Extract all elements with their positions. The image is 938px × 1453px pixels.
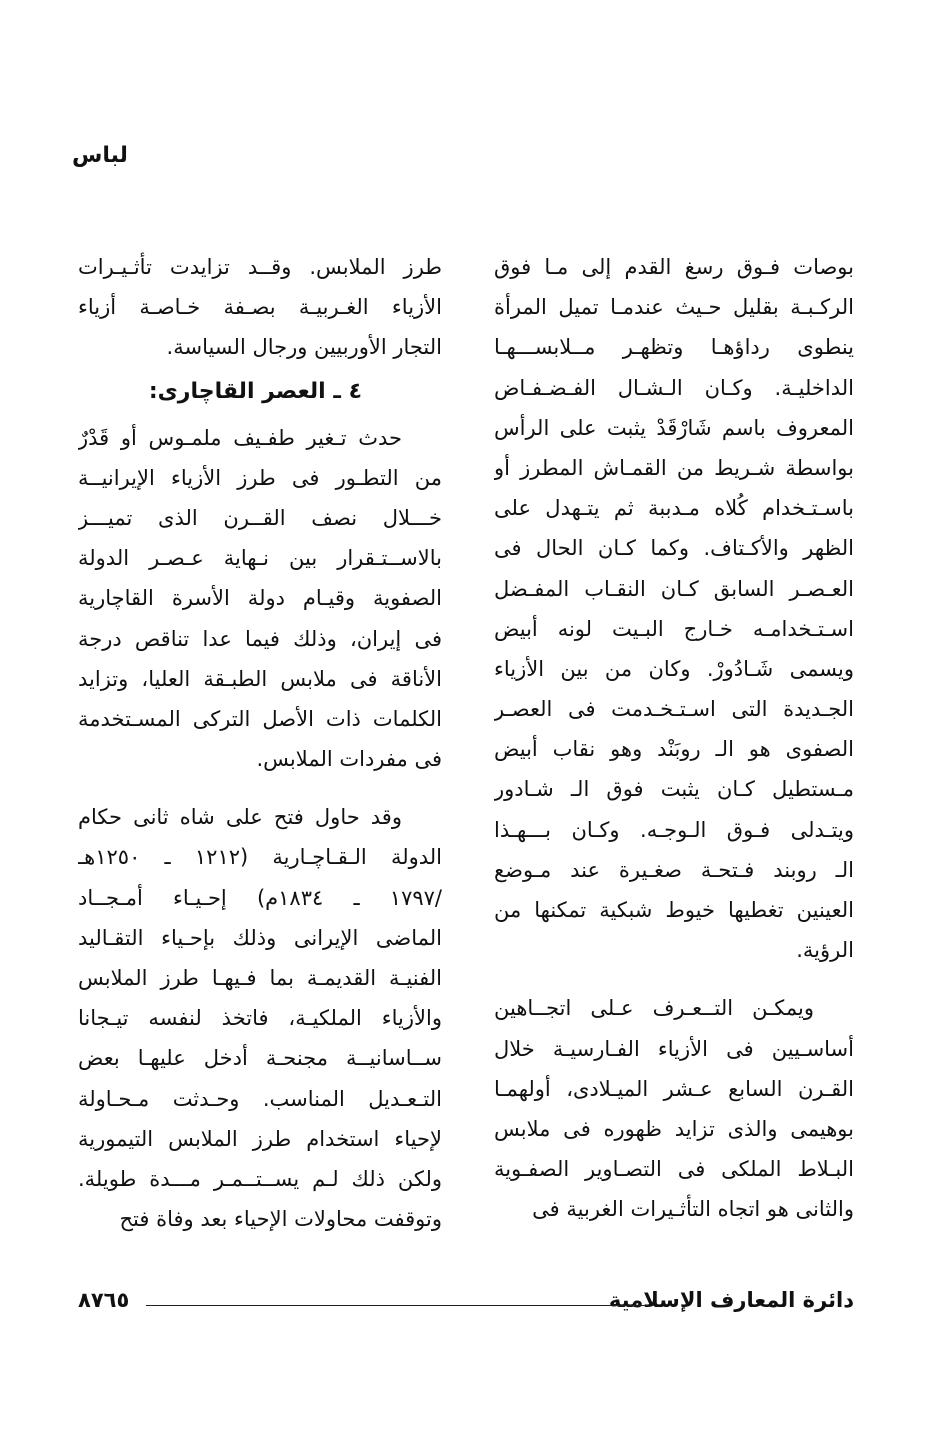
text-line: التجار الأوربيين ورجال السياسة. xyxy=(166,335,442,360)
text-line: ســاسانيــة مجنحـة أدخل عليهـا بعض xyxy=(78,1046,442,1071)
text-line: الـ روبند فـتحـة صغـيرة عند مـوضع xyxy=(494,857,854,882)
text-line: ولكن ذلك لـم يســتــمـر مـــدة طويلة. xyxy=(78,1166,442,1191)
text-line: طرز الملابس. وقــد تزايدت تأثـيـرات xyxy=(78,255,442,279)
paragraph-gap xyxy=(78,779,442,797)
right-column xyxy=(494,247,854,1230)
text-line: /١٧٩٧ ـ ١٨٣٤م) إحـيـاء أمـجــاد xyxy=(78,885,442,910)
paragraph-gap xyxy=(494,970,854,988)
text-line: القـرن السابع عـشر الميـلادى، أولهمـا xyxy=(494,1076,854,1101)
text-line: الجـديدة التى اسـتـخـدمت فى العصـر xyxy=(494,697,854,722)
text-line: الرؤية. xyxy=(796,938,854,963)
text-line: بواسطة شـريط من القمـاش المطرز أو xyxy=(494,455,854,480)
text-line: الركـبـة بقليل حـيث عندمـا تميل المرأة xyxy=(494,295,854,320)
text-line: ويسمى شَـادُورْ. وكان من بين الأزياء xyxy=(494,656,854,681)
text-line: بالاســتـقرار بين نـهاية عـصـر الدولة xyxy=(78,546,442,571)
text-line: من التطـور فى طرز الأزياء الإيرانيــة xyxy=(78,465,442,490)
page-footer xyxy=(78,1288,878,1324)
text-line: الصفوية وقيـام دولة الأسرة القاچارية xyxy=(78,586,442,611)
text-line: باسـتـخدام كُلاه مـدببة ثم يتـهدل على xyxy=(494,496,854,521)
text-line: البـلاط الملكى فى التصـاوير الصفـوية xyxy=(494,1157,854,1182)
text-line: بوهيمى والذى تزايد ظهوره فى ملابس xyxy=(494,1116,854,1141)
text-line: الأزياء الغـربيـة بصـفة خـاصـة أزياء xyxy=(78,295,442,320)
text-line: التـعـديل المناسب. وحـدثت مـحـاولة xyxy=(78,1086,442,1111)
text-line: لإحياء استخدام طرز الملابس التيمورية xyxy=(78,1126,442,1151)
text-line: خـــلال نصف القــرن الذى تميـــز xyxy=(78,505,442,530)
text-line: أساسـيين فى الأزياء الفـارسيـة خلال xyxy=(494,1036,854,1061)
text-line: ويمكـن التــعـرف عـلى اتجــاهين xyxy=(494,996,814,1021)
text-line: المعروف باسم شَارْقَدْ يثبت على الرأس xyxy=(494,415,854,440)
text-line: الدولة الـقـاچـارية (١٢١٢ ـ ١٢٥٠هـ xyxy=(78,845,442,870)
text-line: الداخليـة. وكـان الـشـال الفـضـفـاض xyxy=(494,375,854,400)
text-line: ويتـدلى فـوق الـوجـه. وكـان بـــهـذا xyxy=(494,817,854,842)
text-line: الظهر والأكـتاف. وكما كـان الحال فى xyxy=(494,536,854,561)
running-head: لباس xyxy=(72,143,128,168)
text-line: ينطوى رداؤهـا وتظهـر مــلابســـهـا xyxy=(494,335,854,360)
text-line: والثانى هو اتجاه التأثـيرات الغربية فى xyxy=(532,1197,854,1222)
text-line: الكلمات ذات الأصل التركى المسـتخدمة xyxy=(78,706,442,731)
text-line: اسـتـخدامـه خـارج البـيت لونه أبيض xyxy=(494,616,854,641)
text-line: الصفوى هو الـ روبَنْد وهو نقاب أبيض xyxy=(494,737,854,762)
text-line: العينين تغطيها خيوط شبكية تمكنها من xyxy=(494,898,854,922)
text-line: العـصـر السابق كـان النقـاب المفـضل xyxy=(494,576,854,601)
text-line: بوصات فـوق رسغ القدم إلى مـا فوق xyxy=(494,255,854,279)
text-line: مـستطيل كـان يثبت فوق الـ شـادور xyxy=(494,777,854,802)
text-line: الماضى الإيرانى وذلك بإحـياء التقـاليد xyxy=(78,925,442,950)
text-line: وقد حاول فتح على شاه ثانى حكام xyxy=(78,805,402,830)
footer-title: دائرة المعارف الإسلامية xyxy=(608,1288,854,1312)
left-column xyxy=(78,247,442,1239)
text-line: فى إيران، وذلك فيما عدا تناقص درجة xyxy=(78,626,442,651)
section-heading: ٤ ـ العصر القاچارى: xyxy=(148,378,362,404)
text-line: حدث تـغير طفـيف ملمـوس أو قَدْرٌ xyxy=(78,425,402,450)
text-line: الأناقة فى ملابس الطبـقة العليا، وتزايد xyxy=(78,666,442,691)
text-line: فى مفردات الملابس. xyxy=(256,747,442,772)
page-number: ٨٧٦٥ xyxy=(78,1288,130,1312)
text-line: وتوقفت محاولات الإحياء بعد وفاة فتح xyxy=(119,1207,442,1232)
footer-rule xyxy=(146,1305,648,1306)
text-line: الفنيـة القديمـة بما فـيهـا طرز الملابس xyxy=(78,966,442,990)
text-line: والأزياء الملكيـة، فاتخذ لنفسه تيـجانا xyxy=(78,1006,442,1031)
